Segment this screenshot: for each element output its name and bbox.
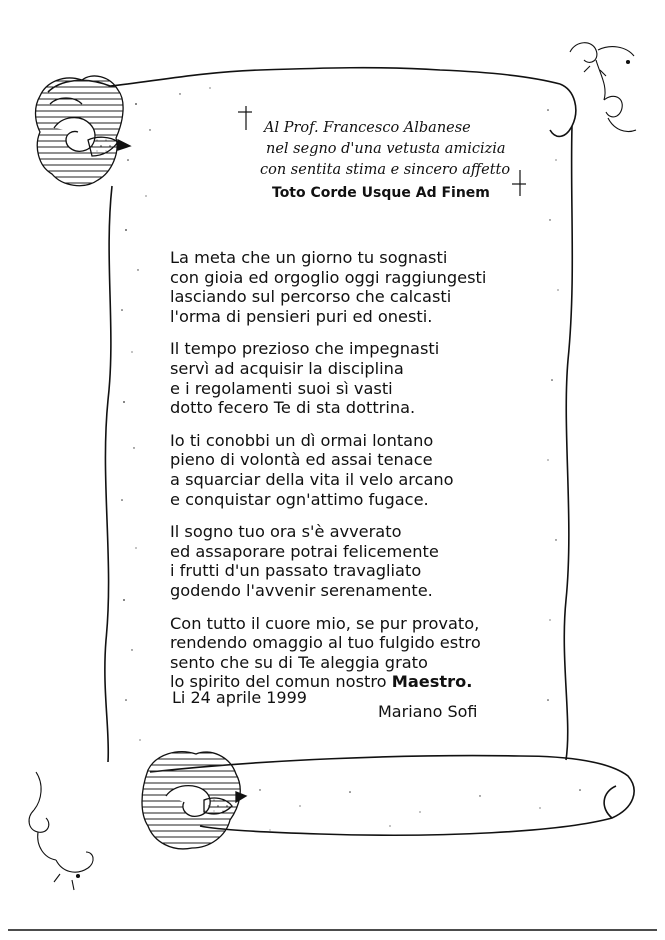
bottom-left-curl [142, 752, 246, 849]
poem-line: e i regolamenti suoi sì vasti [170, 378, 393, 398]
poem-final-prefix: lo spirito del comun nostro [170, 672, 387, 692]
poem-line: a squarciar della vita il velo arcano [170, 469, 454, 489]
poem-line: sento che su di Te aleggia grato [170, 652, 428, 672]
date-line: Li 24 aprile 1999 [172, 688, 307, 707]
poem-line: con gioia ed orgoglio oggi raggiungesti [170, 267, 487, 287]
poem-line: Il tempo prezioso che impegnasti [170, 339, 440, 359]
dedication-line-2: nel segno d'una vetusta amicizia [266, 141, 506, 157]
poem-line: Il sogno tuo ora s'è avverato [170, 522, 402, 542]
poem-line: dotto fecero Te di sta dottrina. [170, 398, 416, 418]
poem-line: godendo l'avvenir serenamente. [170, 580, 433, 600]
poem-stanza-3 [170, 431, 570, 509]
bottom-left-flourish [29, 772, 93, 890]
poem-line: Con tutto il cuore mio, se pur provato, [170, 613, 480, 633]
poem-line: La meta che un giorno tu sognasti [170, 248, 448, 267]
poem-line: ed assaporare potrai felicemente [170, 541, 439, 561]
poem-line: e conquistar ogn'attimo fugace. [170, 489, 429, 509]
dedication-motto: Toto Corde Usque Ad Finem [272, 185, 490, 201]
poem-stanza-2 [170, 339, 570, 417]
poem-maestro-word: Maestro. [391, 672, 473, 692]
poem-line: Io ti conobbi un dì ormai lontano [170, 430, 434, 450]
poem-line: lasciando sul percorso che calcasti [170, 287, 452, 307]
signature: Mariano Sofi [378, 702, 478, 721]
top-right-flourish [570, 43, 636, 132]
poem-line: pieno di volontà ed assai tenace [170, 450, 433, 470]
poem-stanza-4 [170, 522, 570, 600]
poem-stanza-5 [170, 614, 570, 692]
dedication-block [240, 118, 530, 204]
poem-line: l'orma di pensieri puri ed onesti. [170, 306, 433, 326]
poem-stanza-1 [170, 248, 570, 326]
dedication-line-1: Al Prof. Francesco Albanese [264, 120, 471, 136]
poem [170, 248, 570, 705]
poem-line: rendendo omaggio al tuo fulgido estro [170, 633, 481, 653]
poem-line: i frutti d'un passato travagliato [170, 561, 422, 581]
poem-line: servì ad acquisir la disciplina [170, 358, 404, 378]
top-left-curl [36, 76, 131, 186]
dedication-line-3: con sentita stima e sincero affetto [260, 162, 511, 178]
